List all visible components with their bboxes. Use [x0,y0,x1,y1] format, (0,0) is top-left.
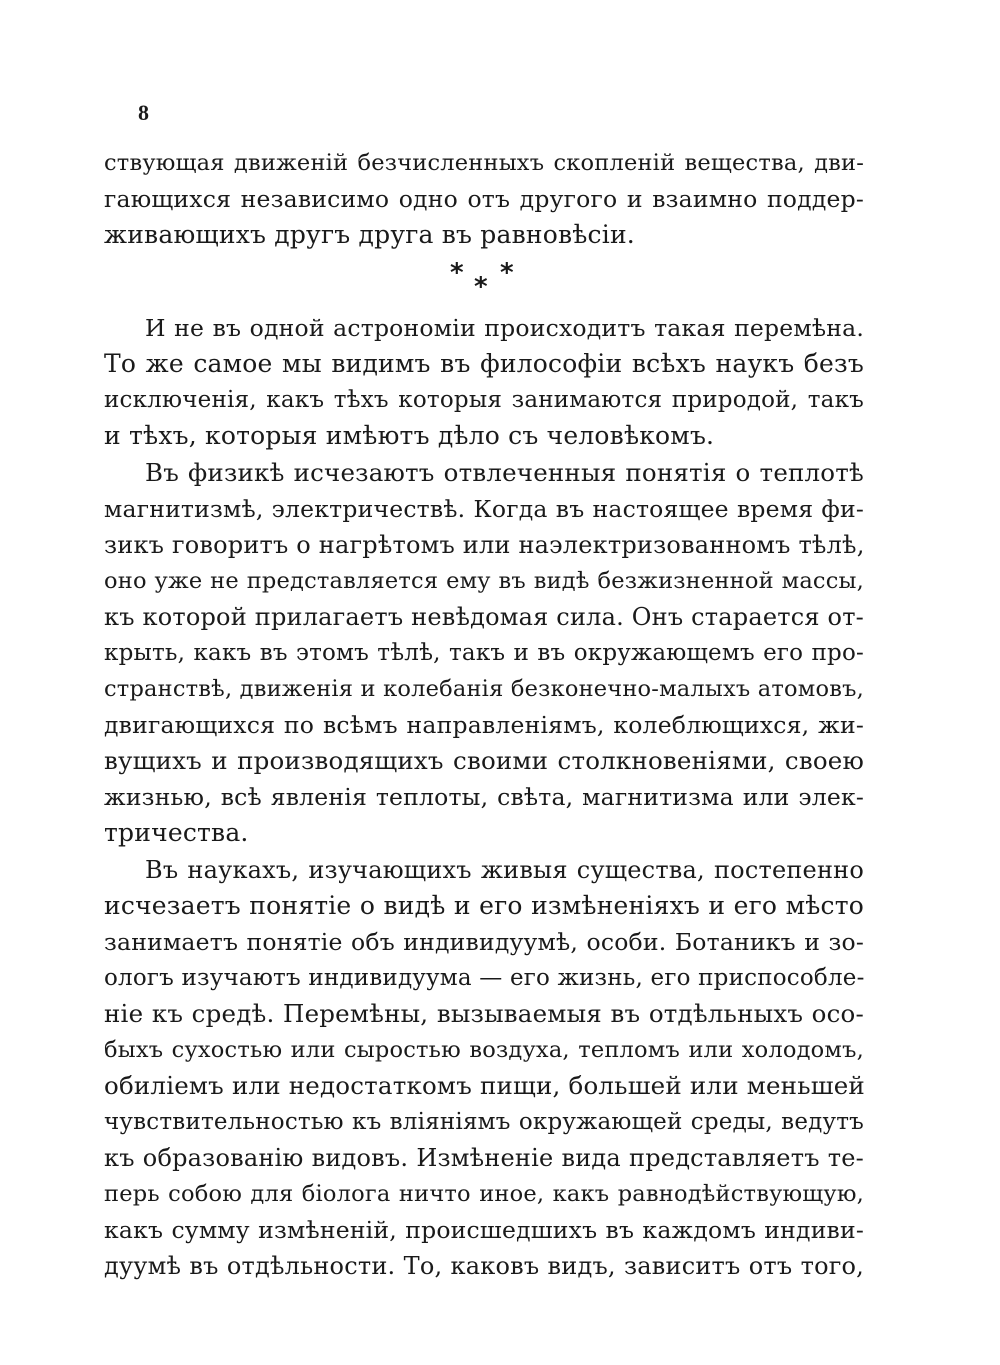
text-line: зикъ говоритъ о нагрѣтомъ или наэлектризованномъ тѣлѣ, [104,531,865,559]
text-line: занимаетъ понятiе объ индивидуумѣ, особи. Ботаникъ и зо- [104,928,864,956]
text-line: Въ наукахъ, изучающихъ живыя существа, постепенно [145,856,864,884]
text-line: вущихъ и производящихъ своими столкновенiями, своею [104,746,864,775]
text-line: ствующая движенiй безчисленныхъ скопленiй вещества, дви- [104,150,864,176]
text-line: ологъ изучаютъ индивидуума — его жизнь, его приспособле- [104,965,865,991]
text-line: исключенiя, какъ тѣхъ которыя занимаются природой, такъ [104,387,864,413]
text-line: крыть, какъ въ этомъ тѣлѣ, такъ и въ окружающемъ его про- [104,640,864,666]
text-line: къ которой прилагаетъ невѣдомая сила. Онъ старается от- [104,603,864,631]
text-line: Въ физикѣ исчезаютъ отвлеченныя понятiя о теплотѣ [145,458,864,487]
text-line: И не въ одной астрономiи происходитъ такая перемѣна. [145,314,864,342]
text-line: гающихся независимо одно отъ другого и взаимно поддер- [104,185,864,213]
text-line: быхъ сухостью или сыростью воздуха, тепломъ или холодомъ, [104,1037,864,1063]
text-line: двигающихся по всѣмъ направленiямъ, колеблющихся, жи- [104,711,864,739]
text-line: живающихъ другъ друга въ равновѣсiи. [104,220,635,249]
text-line: тричества. [104,818,249,847]
asterisk: * [450,258,464,288]
text-line: жизнью, всѣ явленiя теплоты, свѣта, магнитизма или элек- [104,783,864,811]
text-line: къ образованiю видовъ. Измѣненiе вида представляетъ те- [104,1144,864,1172]
text-line: чувствительностью къ влiянiямъ окружающей среды, ведутъ [104,1109,864,1135]
text-line: странствѣ, движенiя и колебанiя безконечно-малыхъ атомовъ, [104,676,864,702]
text-line: дуумѣ въ отдѣльности. То, каковъ видъ, зависитъ отъ того, [104,1252,864,1280]
text-line: какъ сумму измѣненiй, происшедшихъ въ каждомъ индиви- [104,1216,864,1244]
text-line: обилiемъ или недостаткомъ пищи, большей или меньшей [104,1071,865,1100]
text-line: нiе къ средѣ. Перемѣны, вызываемыя въ отдѣльныхъ осо- [104,999,864,1028]
page-number: 8 [138,100,149,125]
text-line: исчезаетъ понятiе о видѣ и его измѣненiяхъ и его мѣсто [104,891,864,920]
text-line: перь собою для бiолога ничто иное, какъ равнодѣйствующую, [104,1181,864,1207]
text-line: То же самое мы видимъ въ философiи всѣхъ наукъ безъ [104,349,864,378]
text-line: и тѣхъ, которыя имѣютъ дѣло съ человѣкомъ. [104,421,715,450]
asterisk: * [474,272,488,302]
section-break [440,258,530,304]
text-line: магнитизмѣ, электричествѣ. Когда въ настоящее время фи- [104,495,864,523]
text-line: оно уже не представляется ему въ видѣ безжизненной массы, [104,568,864,594]
asterisk: * [500,258,514,288]
